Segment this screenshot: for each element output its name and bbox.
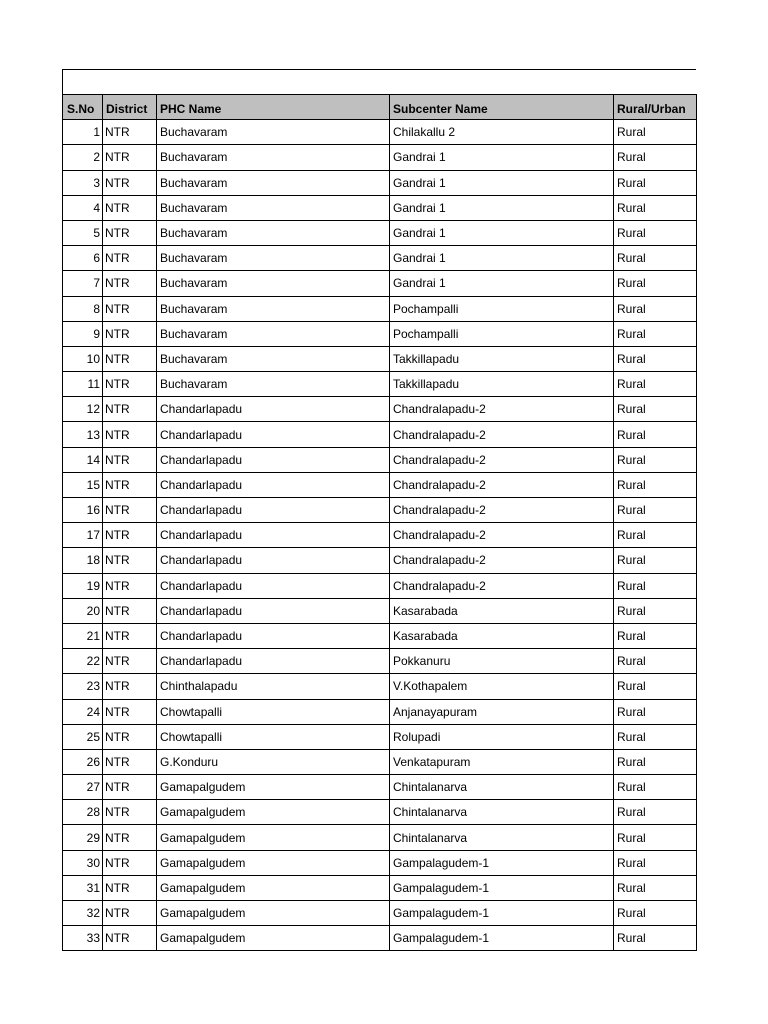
cell-district: NTR — [103, 220, 157, 245]
cell-district: NTR — [103, 397, 157, 422]
cell-rural-urban: Rural — [614, 220, 697, 245]
cell-phc-name: Chandarlapadu — [157, 523, 390, 548]
table-row — [63, 321, 697, 346]
cell-district: NTR — [103, 447, 157, 472]
cell-district: NTR — [103, 321, 157, 346]
cell-district: NTR — [103, 246, 157, 271]
cell-rural-urban: Rural — [614, 573, 697, 598]
cell-rural-urban: Rural — [614, 674, 697, 699]
cell-rural-urban: Rural — [614, 850, 697, 875]
cell-phc-name: Gamapalgudem — [157, 775, 390, 800]
cell-district: NTR — [103, 598, 157, 623]
header-rural-urban: Rural/Urban — [614, 95, 697, 120]
cell-sno: 21 — [63, 623, 103, 648]
cell-subcenter-name: Anjanayapuram — [390, 699, 614, 724]
cell-subcenter-name: Pochampalli — [390, 321, 614, 346]
table-row — [63, 120, 697, 145]
cell-district: NTR — [103, 296, 157, 321]
cell-phc-name: Gamapalgudem — [157, 901, 390, 926]
cell-sno: 3 — [63, 170, 103, 195]
cell-sno: 10 — [63, 346, 103, 371]
table-row — [63, 170, 697, 195]
cell-sno: 24 — [63, 699, 103, 724]
cell-rural-urban: Rural — [614, 195, 697, 220]
cell-rural-urban: Rural — [614, 548, 697, 573]
cell-sno: 31 — [63, 875, 103, 900]
cell-rural-urban: Rural — [614, 120, 697, 145]
table-row — [63, 749, 697, 774]
table-row — [63, 422, 697, 447]
cell-district: NTR — [103, 724, 157, 749]
cell-subcenter-name: Chandralapadu-2 — [390, 498, 614, 523]
table-row — [63, 523, 697, 548]
table-row — [63, 548, 697, 573]
cell-rural-urban: Rural — [614, 271, 697, 296]
cell-sno: 27 — [63, 775, 103, 800]
table-row — [63, 498, 697, 523]
cell-rural-urban: Rural — [614, 724, 697, 749]
cell-phc-name: Gamapalgudem — [157, 800, 390, 825]
cell-phc-name: Chandarlapadu — [157, 623, 390, 648]
cell-rural-urban: Rural — [614, 170, 697, 195]
cell-sno: 12 — [63, 397, 103, 422]
table-row — [63, 800, 697, 825]
cell-sno: 26 — [63, 749, 103, 774]
subcenter-table — [62, 94, 697, 951]
cell-rural-urban: Rural — [614, 699, 697, 724]
cell-subcenter-name: Gampalagudem-1 — [390, 901, 614, 926]
cell-phc-name: Gamapalgudem — [157, 825, 390, 850]
cell-phc-name: Chinthalapadu — [157, 674, 390, 699]
cell-phc-name: Buchavaram — [157, 120, 390, 145]
header-subcenter-name: Subcenter Name — [390, 95, 614, 120]
table-row — [63, 271, 697, 296]
table-row — [63, 372, 697, 397]
cell-phc-name: Buchavaram — [157, 170, 390, 195]
cell-sno: 29 — [63, 825, 103, 850]
cell-sno: 19 — [63, 573, 103, 598]
cell-rural-urban: Rural — [614, 346, 697, 371]
cell-district: NTR — [103, 372, 157, 397]
cell-subcenter-name: Venkatapuram — [390, 749, 614, 774]
cell-sno: 7 — [63, 271, 103, 296]
table-row — [63, 775, 697, 800]
table-row — [63, 649, 697, 674]
cell-subcenter-name: Gandrai 1 — [390, 220, 614, 245]
cell-sno: 25 — [63, 724, 103, 749]
cell-sno: 14 — [63, 447, 103, 472]
table-row — [63, 296, 697, 321]
cell-district: NTR — [103, 170, 157, 195]
cell-sno: 30 — [63, 850, 103, 875]
cell-sno: 4 — [63, 195, 103, 220]
table-row — [63, 195, 697, 220]
cell-district: NTR — [103, 875, 157, 900]
cell-district: NTR — [103, 548, 157, 573]
cell-rural-urban: Rural — [614, 447, 697, 472]
table-row — [63, 623, 697, 648]
cell-sno: 8 — [63, 296, 103, 321]
cell-phc-name: Chandarlapadu — [157, 422, 390, 447]
cell-phc-name: Buchavaram — [157, 271, 390, 296]
cell-district: NTR — [103, 850, 157, 875]
table-row — [63, 674, 697, 699]
cell-rural-urban: Rural — [614, 296, 697, 321]
table-row — [63, 901, 697, 926]
table-row — [63, 472, 697, 497]
cell-subcenter-name: Chandralapadu-2 — [390, 397, 614, 422]
cell-subcenter-name: Gandrai 1 — [390, 271, 614, 296]
cell-phc-name: Chandarlapadu — [157, 498, 390, 523]
cell-rural-urban: Rural — [614, 472, 697, 497]
cell-subcenter-name: Chintalanarva — [390, 775, 614, 800]
cell-phc-name: Chandarlapadu — [157, 447, 390, 472]
cell-district: NTR — [103, 523, 157, 548]
cell-subcenter-name: Chintalanarva — [390, 800, 614, 825]
cell-district: NTR — [103, 623, 157, 648]
cell-rural-urban: Rural — [614, 246, 697, 271]
cell-rural-urban: Rural — [614, 901, 697, 926]
cell-phc-name: Chandarlapadu — [157, 548, 390, 573]
cell-subcenter-name: Chandralapadu-2 — [390, 447, 614, 472]
cell-subcenter-name: Chandralapadu-2 — [390, 523, 614, 548]
table-row — [63, 724, 697, 749]
cell-subcenter-name: Gandrai 1 — [390, 195, 614, 220]
table-row — [63, 220, 697, 245]
cell-district: NTR — [103, 800, 157, 825]
cell-subcenter-name: Gandrai 1 — [390, 246, 614, 271]
cell-phc-name: Buchavaram — [157, 220, 390, 245]
cell-phc-name: Chowtapalli — [157, 724, 390, 749]
cell-subcenter-name: Gampalagudem-1 — [390, 850, 614, 875]
table-row — [63, 573, 697, 598]
table-row — [63, 850, 697, 875]
table-body — [63, 120, 697, 951]
cell-phc-name: Gamapalgudem — [157, 875, 390, 900]
cell-phc-name: Buchavaram — [157, 321, 390, 346]
cell-subcenter-name: Chandralapadu-2 — [390, 573, 614, 598]
cell-sno: 22 — [63, 649, 103, 674]
cell-phc-name: Chandarlapadu — [157, 649, 390, 674]
cell-sno: 9 — [63, 321, 103, 346]
cell-rural-urban: Rural — [614, 145, 697, 170]
cell-phc-name: Chowtapalli — [157, 699, 390, 724]
cell-phc-name: Gamapalgudem — [157, 926, 390, 951]
table-row — [63, 145, 697, 170]
cell-district: NTR — [103, 498, 157, 523]
cell-phc-name: Chandarlapadu — [157, 472, 390, 497]
header-phc-name: PHC Name — [157, 95, 390, 120]
cell-district: NTR — [103, 825, 157, 850]
cell-phc-name: Chandarlapadu — [157, 397, 390, 422]
cell-subcenter-name: Rolupadi — [390, 724, 614, 749]
cell-sno: 18 — [63, 548, 103, 573]
header-row — [63, 95, 697, 120]
cell-sno: 32 — [63, 901, 103, 926]
header-sno: S.No — [63, 95, 103, 120]
empty-title-row — [62, 69, 696, 94]
cell-sno: 2 — [63, 145, 103, 170]
cell-sno: 16 — [63, 498, 103, 523]
cell-district: NTR — [103, 472, 157, 497]
cell-district: NTR — [103, 674, 157, 699]
table-row — [63, 447, 697, 472]
table-row — [63, 246, 697, 271]
cell-subcenter-name: Chandralapadu-2 — [390, 472, 614, 497]
cell-district: NTR — [103, 926, 157, 951]
cell-phc-name: G.Konduru — [157, 749, 390, 774]
cell-subcenter-name: Kasarabada — [390, 623, 614, 648]
table-row — [63, 397, 697, 422]
cell-rural-urban: Rural — [614, 800, 697, 825]
cell-subcenter-name: Chandralapadu-2 — [390, 422, 614, 447]
cell-phc-name: Gamapalgudem — [157, 850, 390, 875]
cell-rural-urban: Rural — [614, 372, 697, 397]
cell-district: NTR — [103, 271, 157, 296]
cell-subcenter-name: Gandrai 1 — [390, 145, 614, 170]
cell-phc-name: Chandarlapadu — [157, 573, 390, 598]
cell-district: NTR — [103, 901, 157, 926]
cell-phc-name: Buchavaram — [157, 145, 390, 170]
cell-rural-urban: Rural — [614, 649, 697, 674]
cell-phc-name: Buchavaram — [157, 296, 390, 321]
cell-rural-urban: Rural — [614, 523, 697, 548]
cell-district: NTR — [103, 195, 157, 220]
table-row — [63, 875, 697, 900]
cell-rural-urban: Rural — [614, 875, 697, 900]
cell-subcenter-name: Pokkanuru — [390, 649, 614, 674]
cell-rural-urban: Rural — [614, 321, 697, 346]
table-row — [63, 598, 697, 623]
table-row — [63, 346, 697, 371]
cell-subcenter-name: Gampalagudem-1 — [390, 875, 614, 900]
cell-district: NTR — [103, 145, 157, 170]
cell-rural-urban: Rural — [614, 775, 697, 800]
cell-subcenter-name: V.Kothapalem — [390, 674, 614, 699]
cell-rural-urban: Rural — [614, 623, 697, 648]
cell-district: NTR — [103, 120, 157, 145]
cell-sno: 13 — [63, 422, 103, 447]
cell-district: NTR — [103, 749, 157, 774]
cell-district: NTR — [103, 699, 157, 724]
cell-sno: 20 — [63, 598, 103, 623]
cell-sno: 28 — [63, 800, 103, 825]
cell-sno: 23 — [63, 674, 103, 699]
cell-rural-urban: Rural — [614, 749, 697, 774]
table-row — [63, 699, 697, 724]
cell-district: NTR — [103, 346, 157, 371]
cell-district: NTR — [103, 422, 157, 447]
cell-sno: 5 — [63, 220, 103, 245]
cell-sno: 17 — [63, 523, 103, 548]
cell-subcenter-name: Gandrai 1 — [390, 170, 614, 195]
cell-district: NTR — [103, 775, 157, 800]
cell-phc-name: Buchavaram — [157, 372, 390, 397]
cell-rural-urban: Rural — [614, 422, 697, 447]
cell-subcenter-name: Chandralapadu-2 — [390, 548, 614, 573]
spreadsheet — [62, 69, 696, 951]
header-district: District — [103, 95, 157, 120]
cell-district: NTR — [103, 649, 157, 674]
cell-sno: 6 — [63, 246, 103, 271]
cell-rural-urban: Rural — [614, 498, 697, 523]
cell-sno: 11 — [63, 372, 103, 397]
cell-subcenter-name: Takkillapadu — [390, 346, 614, 371]
cell-phc-name: Chandarlapadu — [157, 598, 390, 623]
cell-phc-name: Buchavaram — [157, 346, 390, 371]
cell-sno: 1 — [63, 120, 103, 145]
cell-district: NTR — [103, 573, 157, 598]
cell-rural-urban: Rural — [614, 926, 697, 951]
table-row — [63, 825, 697, 850]
cell-subcenter-name: Chintalanarva — [390, 825, 614, 850]
cell-phc-name: Buchavaram — [157, 195, 390, 220]
cell-subcenter-name: Chilakallu 2 — [390, 120, 614, 145]
cell-sno: 33 — [63, 926, 103, 951]
cell-rural-urban: Rural — [614, 825, 697, 850]
cell-subcenter-name: Kasarabada — [390, 598, 614, 623]
cell-rural-urban: Rural — [614, 598, 697, 623]
table-row — [63, 926, 697, 951]
cell-rural-urban: Rural — [614, 397, 697, 422]
cell-subcenter-name: Gampalagudem-1 — [390, 926, 614, 951]
cell-phc-name: Buchavaram — [157, 246, 390, 271]
cell-subcenter-name: Takkillapadu — [390, 372, 614, 397]
cell-subcenter-name: Pochampalli — [390, 296, 614, 321]
cell-sno: 15 — [63, 472, 103, 497]
